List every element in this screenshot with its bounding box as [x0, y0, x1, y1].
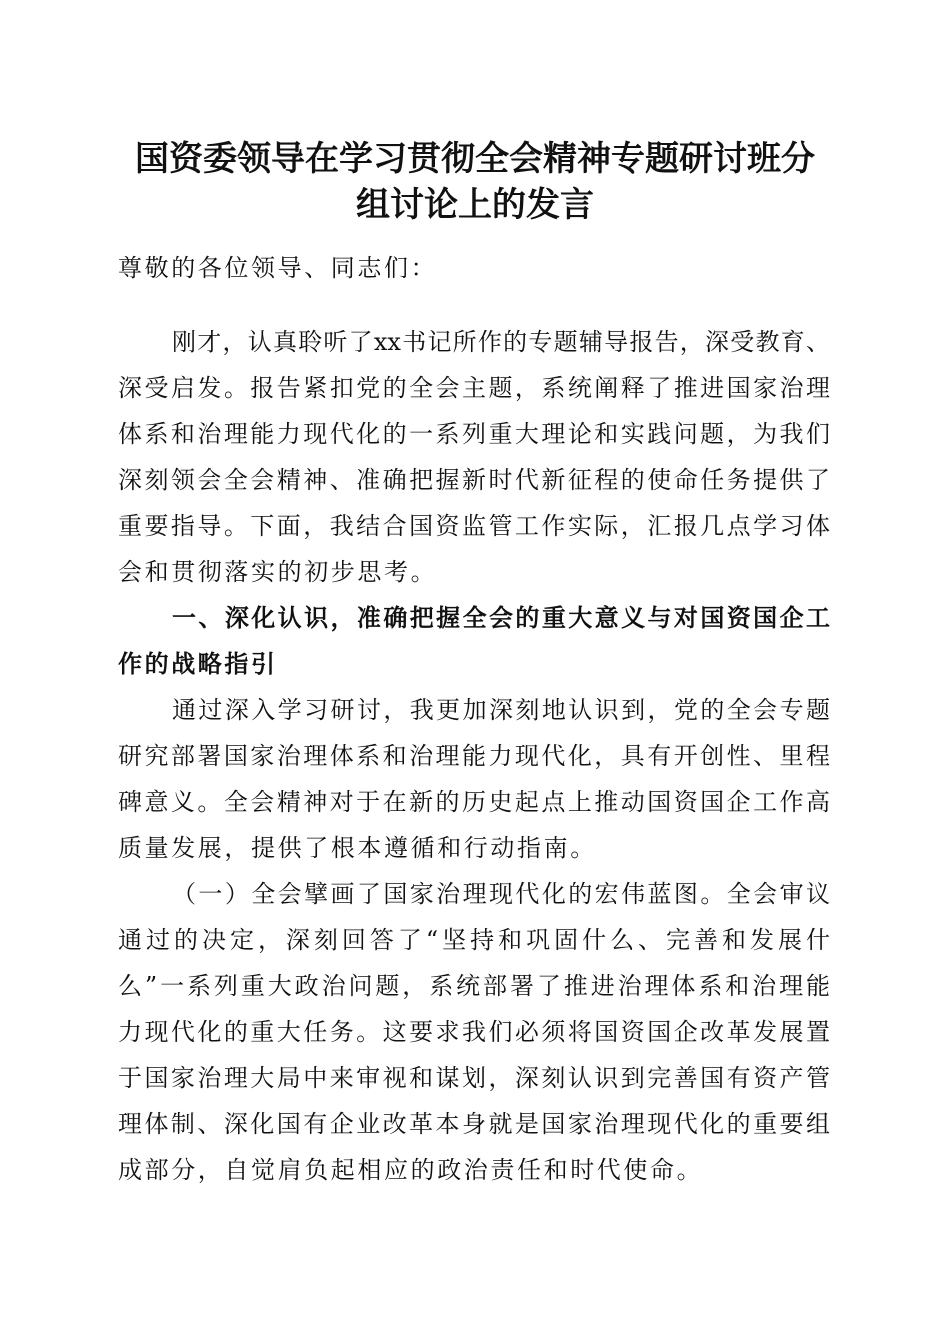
text-line: 刚才，认真聆听了xx书记所作的专题辅导报告，深受教育、 [172, 328, 830, 356]
title-line: 组讨论上的发言 [356, 185, 594, 225]
text-line: 作的战略指引 [118, 649, 278, 678]
paragraph [118, 319, 830, 595]
text-line: 碑意义。全会精神对于在新的历史起点上推动国资国企工作高 [118, 788, 830, 816]
salutation [118, 245, 830, 291]
text-line: 理体制、深化国有企业改革本身就是国家治理现代化的重要组 [118, 1110, 830, 1138]
document-title [110, 136, 840, 228]
text-line: 深刻领会全会精神、准确把握新时代新征程的使命任务提供了 [118, 466, 830, 494]
section-heading [118, 595, 830, 687]
text-line: （一）全会擘画了国家治理现代化的宏伟蓝图。全会审议 [172, 880, 830, 908]
text-line: 质量发展，提供了根本遵循和行动指南。 [118, 834, 597, 862]
text-line: 重要指导。下面，我结合国资监管工作实际，汇报几点学习体 [118, 512, 830, 540]
text-line: 力现代化的重大任务。这要求我们必须将国资国企改革发展置 [118, 1018, 830, 1046]
text-line: 成部分，自觉肩负起相应的政治责任和时代使命。 [118, 1156, 704, 1184]
paragraph [118, 687, 830, 871]
text-line: 通过的决定，深刻回答了“坚持和巩固什么、完善和发展什 [118, 926, 830, 954]
text-line: 么”一系列重大政治问题，系统部署了推进治理体系和治理能 [118, 972, 830, 1000]
text-line: 尊敬的各位领导、同志们： [118, 254, 438, 282]
paragraph [118, 871, 830, 1193]
text-line: 会和贯彻落实的初步思考。 [118, 558, 438, 586]
title-line: 国资委领导在学习贯彻全会精神专题研讨班分 [135, 139, 815, 179]
document-body [118, 245, 830, 1193]
text-line: 一、深化认识，准确把握全会的重大意义与对国资国企工 [172, 603, 830, 632]
text-line: 深受启发。报告紧扣党的全会主题，系统阐释了推进国家治理 [118, 374, 830, 402]
text-line: 通过深入学习研讨，我更加深刻地认识到，党的全会专题 [172, 696, 830, 724]
text-line: 体系和治理能力现代化的一系列重大理论和实践问题，为我们 [118, 420, 830, 448]
text-line: 研究部署国家治理体系和治理能力现代化，具有开创性、里程 [118, 742, 830, 770]
text-line: 于国家治理大局中来审视和谋划，深刻认识到完善国有资产管 [118, 1064, 830, 1092]
